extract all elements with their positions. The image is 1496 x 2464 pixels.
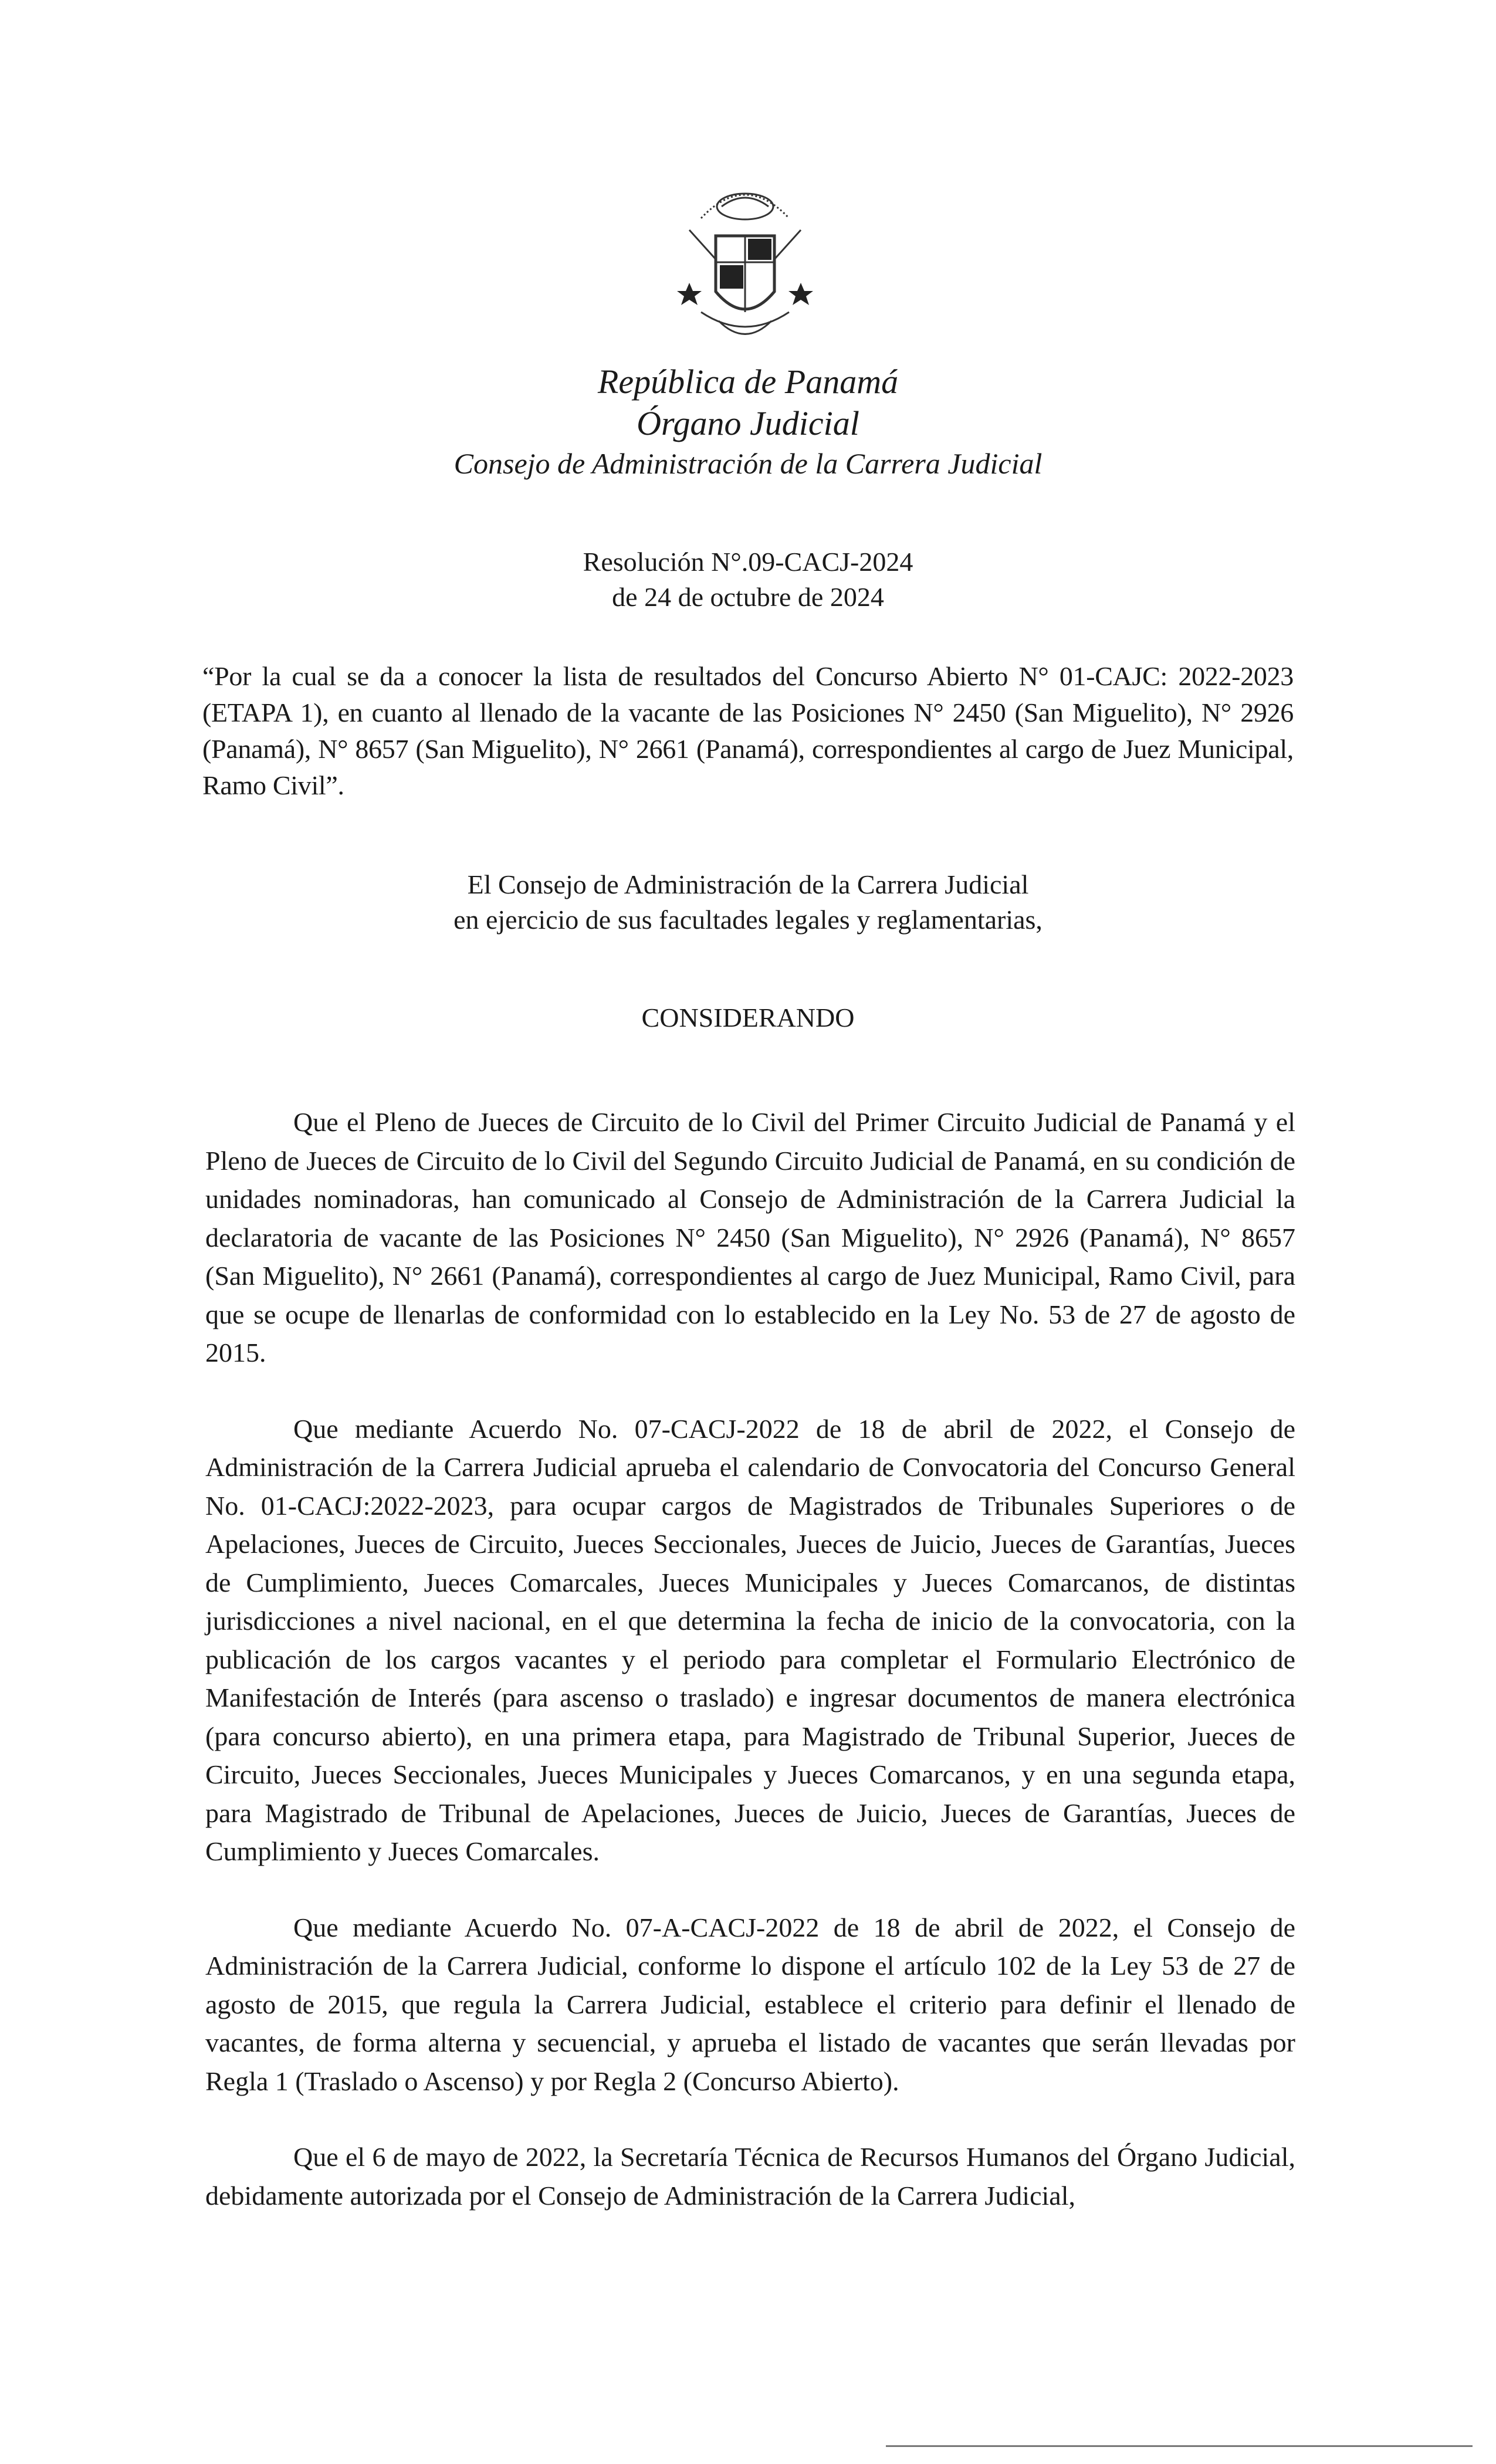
- document-body: [205, 1103, 1295, 2252]
- paragraph: Que el Pleno de Jueces de Circuito de lo Civil del Primer Circuito Judicial de Panamá y el Pleno de Jueces de Circuito de lo Civil del Segundo Circuito Judicial de Panamá, en su condición de unidades nominadoras, han comunicado al Consejo de Administración de la Carrera Judicial la declaratoria de vacante de las Posiciones N° 2450 (San Miguelito), N° 2926 (Panamá), N° 8657 (San Miguelito), N° 2661 (Panamá), correspondientes al cargo de Juez Municipal, Ramo Civil, para que se ocupe de llenarlas de conformidad con lo establecido en la Ley No. 53 de 27 de agosto de 2015.: [205, 1107, 1295, 1368]
- letterhead: [0, 361, 1496, 483]
- considerando-heading: CONSIDERANDO: [641, 1003, 855, 1033]
- resolution-heading: [0, 544, 1496, 615]
- resolution-title: “Por la cual se da a conocer la lista de resultados del Concurso Abierto N° 01-CAJC: 2022-2023 (ETAPA 1), en cuanto al llenado de la vacante de las Posiciones N° 2450 (San Miguelito), N° 2926 (Panamá), N° 8657 (San Miguelito), N° 2661 (Panamá), correspondientes al cargo de Juez Municipal, Ramo Civil”.: [202, 661, 1294, 800]
- council-line-2: en ejercicio de sus facultades legales y reglamentarias,: [453, 905, 1043, 935]
- coat-of-arms-icon: [666, 165, 824, 353]
- resolution-number: Resolución N°.09-CACJ-2024: [583, 547, 913, 577]
- council-name: Consejo de Administración de la Carrera Judicial: [453, 447, 1043, 480]
- paragraph: Que el 6 de mayo de 2022, la Secretaría Técnica de Recursos Humanos del Órgano Judicial, debidamente autorizada por el Consejo de Administración de la Carrera Judicial,: [205, 2142, 1295, 2211]
- council-preamble: [0, 867, 1496, 937]
- country-name: República de Panamá: [597, 363, 899, 401]
- paragraph: Que mediante Acuerdo No. 07-A-CACJ-2022 de 18 de abril de 2022, el Consejo de Administración de la Carrera Judicial, conforme lo dispone el artículo 102 de la Ley 53 de 27 de agosto de 2015, que regula la Carrera Judicial, establece el criterio para definir el llenado de vacantes, de forma alterna y secuencial, y aprueba el listado de vacantes que serán llevadas por Regla 1 (Traslado o Ascenso) y por Regla 2 (Concurso Abierto).: [205, 1912, 1295, 2096]
- institution-name: Órgano Judicial: [637, 404, 859, 442]
- council-line-1: El Consejo de Administración de la Carrera Judicial: [467, 869, 1029, 899]
- paragraph: Que mediante Acuerdo No. 07-CACJ-2022 de 18 de abril de 2022, el Consejo de Administración de la Carrera Judicial aprueba el calendario de Convocatoria del Concurso General No. 01-CACJ:2022-2023, para ocupar cargos de Magistrados de Tribunales Superiores o de Apelaciones, Jueces de Circuito, Jueces Seccionales, Jueces de Juicio, Jueces de Garantías, Jueces de Cumplimiento, Jueces Comarcales, Jueces Municipales y Jueces Comarcanos, de distintas jurisdicciones a nivel nacional, en el que determina la fecha de inicio de la convocatoria, con la publicación de los cargos vacantes y el periodo para completar el Formulario Electrónico de Manifestación de Interés (para ascenso o traslado) e ingresar documentos de manera electrónica (para concurso abierto), en una primera etapa, para Magistrado de Tribunal Superior, Jueces de Circuito, Jueces Seccionales, Jueces Municipales y Jueces Comarcanos, y en una segunda etapa, para Magistrado de Tribunal de Apelaciones, Jueces de Juicio, Jueces de Garantías, Jueces de Cumplimiento y Jueces Comarcales.: [205, 1413, 1295, 1866]
- footer-rule: [886, 2445, 1473, 2447]
- resolution-date: de 24 de octubre de 2024: [612, 582, 884, 612]
